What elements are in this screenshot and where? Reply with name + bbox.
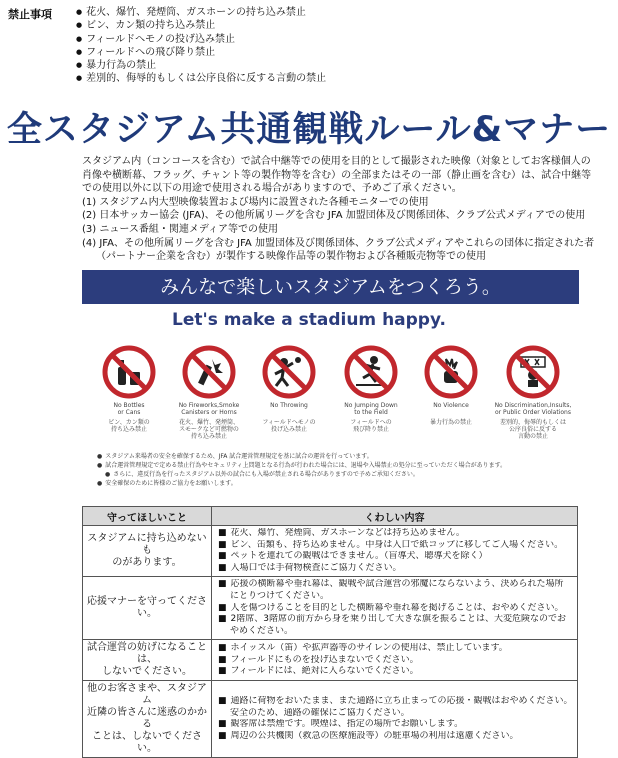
throwing-icon (262, 345, 316, 399)
icon-en-label: No Fireworks,Smoke Canisters or Horns (178, 402, 240, 416)
intro-section (82, 155, 595, 264)
prohibited-label: 禁止事項 (8, 8, 52, 21)
rule-category: 他のお客さまや、スタジアム 近隣の皆さんに迷惑のかかる ことは、しないでください。 (83, 681, 212, 758)
icon-cell-fireworks (166, 345, 252, 440)
intro-line: での使用以外に以下の用途で使用される場合がありますので、予めご了承ください。 (82, 183, 462, 195)
rule-details (212, 526, 578, 577)
note-item: ● スタジアム来場者の安全を確保するため、JFA 試合運営管理規定を基に試合の運営を行っています。 (97, 452, 577, 461)
intro-item: (1) スタジアム内大型映像装置および場内に設置された各種モニターでの使用 (82, 196, 429, 208)
icon-jp-label: 差別的、侮辱的もしくは 公序良俗に反する 言動の禁止 (499, 419, 566, 440)
prohibited-item: ● フィールドへモノの投げ込み禁止 (76, 33, 326, 46)
icon-jp-label: 暴力行為の禁止 (429, 419, 472, 426)
detail-line: ■ 花火、爆竹、発煙筒、ガスホーンなどは持ち込めません。 (218, 528, 574, 540)
detail-line: ■ ホイッスル（笛）や拡声器等のサイレンの使用は、禁止しています。 (218, 643, 574, 655)
detail-line: ■ フィールドにものを投げ込まないでください。 (218, 655, 574, 667)
detail-line: ■ ペットを連れての観戦はできません。（盲導犬、聴導犬を除く） (218, 551, 574, 563)
detail-line: ■ ビン、缶類も、持ち込めません。中身は入口で紙コップに移してご入場ください。 (218, 540, 574, 552)
detail-line: ■ 人を傷つけることを目的とした横断幕や垂れ幕を掲げることは、おやめください。 (218, 603, 574, 615)
banner: みんなで楽しいスタジアムをつくろう。 (82, 270, 579, 304)
icon-en-label: No Throwing (270, 402, 308, 409)
icon-cell-discrimination (490, 345, 576, 440)
detail-line: ■ 2階席、3階席の前方から身を乗り出して大きな旗を振ることは、大変危険なのでお (218, 614, 574, 626)
table-row (83, 577, 578, 640)
intro-item: （パートナー企業を含む）が製作する映像作品等の製作物および各種販売物等での使用 (96, 251, 486, 263)
detail-line: にとりつけてください。 (230, 590, 330, 601)
rule-category: 試合運営の妨げになることは、 しないでください。 (83, 640, 212, 681)
violence-icon (424, 345, 478, 399)
rule-details (212, 681, 578, 758)
bottle-can-icon (102, 345, 156, 399)
notes-list (97, 452, 577, 488)
detail-line: やめください。 (230, 625, 294, 636)
intro-line: スタジアム内（コンコースを含む）で試合中継等での使用を目的として撮影された映像（対象としてお客様個人の (82, 156, 591, 167)
jumping-icon (344, 345, 398, 399)
table-row (83, 681, 578, 758)
rule-details (212, 577, 578, 640)
prohibited-item: ● 差別的、侮辱的もしくは公序良俗に反する言動の禁止 (76, 72, 326, 85)
tagline: Let's make a stadium happy. (172, 310, 446, 330)
prohibition-icons (86, 345, 576, 445)
icon-cell-bottles (86, 345, 172, 433)
icon-en-label: No Bottles or Cans (113, 402, 145, 416)
icon-en-label: No Discrimination,Insults, or Public Order Violations (494, 402, 572, 416)
icon-en-label: No Jumping Down to the Field (344, 402, 398, 416)
icon-cell-throwing (246, 345, 332, 433)
intro-item: (4) JFA、その他所属リーグを含む JFA 加盟団体及び関係団体、クラブ公式メディアやこれらの団体に指定された者 (82, 237, 595, 249)
detail-line: ■ 応援の横断幕や垂れ幕は、観戦や試合運営の邪魔にならないよう、決められた場所 (218, 579, 574, 591)
icon-jp-label: ビン、カン類の 持ち込み禁止 (108, 419, 150, 433)
table-header-row (83, 507, 578, 526)
detail-line: ■ フィールドには、絶対に入らないでください。 (218, 666, 574, 678)
icon-jp-label: 花火、爆竹、発煙筒、 スモークなど可燃物の 持ち込み禁止 (178, 419, 239, 440)
intro-item: (3) ニュース番組・関連メディア等での使用 (82, 223, 279, 235)
table-row (83, 640, 578, 681)
detail-line: 安全のため、通路の確保にご協力ください。 (230, 707, 410, 718)
page-title: 全スタジアム共通観戦ルール&マナー (6, 110, 612, 150)
table-header: 守ってほしいこと (83, 507, 212, 526)
firework-icon (182, 345, 236, 399)
rule-details (212, 640, 578, 681)
icon-en-label: No Violence (433, 402, 469, 409)
table-row (83, 526, 578, 577)
rule-category: スタジアムに持ち込めないも のがあります。 (83, 526, 212, 577)
table-header: くわしい内容 (212, 507, 578, 526)
rule-category: 応援マナーを守ってください。 (83, 577, 212, 640)
note-item: ● 安全確保のために皆様のご協力をお願いします。 (97, 479, 577, 488)
note-item: ● 試合運営管理規定で定める禁止行為やセキュリティ上問題となる行為が行われた場合には、退場や入場禁止の処分に至っていただく場合があります。 (97, 461, 577, 470)
prohibited-item: ● 花火、爆竹、発煙筒、ガスホーンの持ち込み禁止 (76, 6, 326, 19)
prohibited-item: ● ビン、カン類の持ち込み禁止 (76, 19, 326, 32)
prohibited-item: ● 暴力行為の禁止 (76, 59, 326, 72)
discrimination-icon (506, 345, 560, 399)
detail-line: ■ 観客席は禁煙です。喫煙は、指定の場所でお願いします。 (218, 719, 574, 731)
intro-item: (2) 日本サッカー協会 (JFA)、その他所属リーグを含む JFA 加盟団体及び関係団体、クラブ公式メディアでの使用 (82, 210, 586, 222)
icon-jp-label: フィールドへの 飛び降り禁止 (350, 419, 392, 433)
prohibited-item: ● フィールドへの飛び降り禁止 (76, 46, 326, 59)
intro-line: 肖像や横断幕、フラッグ、チャント等の製作物等を含む）の全部またはその一部（静止画を含む）は、試合中継等 (82, 169, 592, 181)
detail-line: ■ 周辺の公共機関（救急の医療施設等）の駐車場の利用は遠慮ください。 (218, 731, 574, 743)
icon-cell-violence (408, 345, 494, 426)
icon-jp-label: フィールドへモノの 投げ込み禁止 (262, 419, 316, 433)
note-item: ● さらに、違反行為を行ったスタジアム以外の試合にも入場が禁止される場合がありますので予めご承知ください。 (97, 470, 577, 479)
rules-table (82, 506, 578, 758)
icon-cell-jumping (328, 345, 414, 433)
prohibited-list (76, 6, 326, 86)
detail-line: ■ 入場口では手荷物検査にご協力ください。 (218, 563, 574, 575)
detail-line: ■ 通路に荷物をおいたまま、また通路に立ち止まっての応援・観戦はおやめください。 (218, 696, 574, 708)
